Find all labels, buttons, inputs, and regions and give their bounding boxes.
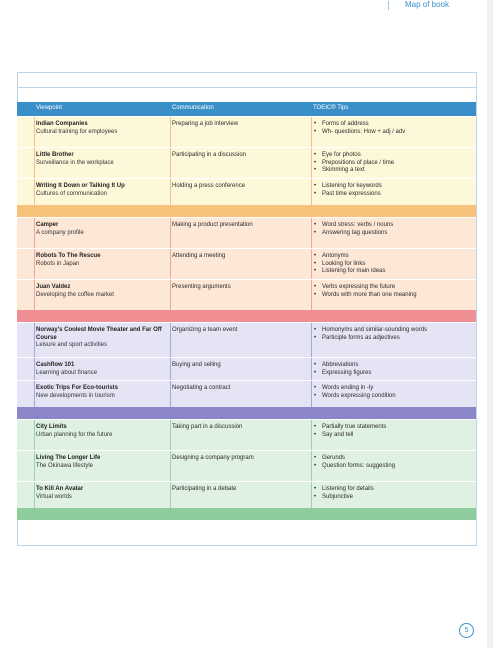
tips-cell: [313, 121, 473, 136]
section-4: [17, 419, 476, 520]
unit-title: Little Brother: [36, 152, 74, 158]
table-row: [17, 147, 476, 178]
communication-cell: Organizing a team event: [172, 327, 238, 333]
column-divider: [34, 218, 35, 248]
tip-item: • Skimming a text: [313, 167, 473, 175]
unit-title: Cashflow 101: [36, 362, 75, 368]
unit-subtitle: Developing the coffee market: [36, 291, 114, 298]
unit-title: Norway's Coolest Movie Theater and Far Off Course: [36, 327, 162, 341]
column-divider: [34, 148, 35, 178]
communication-cell: Negotiating a contract: [172, 385, 231, 391]
tips-list: [313, 253, 473, 276]
viewpoint-cell: [36, 424, 171, 439]
section-divider-band: [17, 310, 476, 322]
column-divider: [311, 323, 312, 357]
tips-cell: [313, 362, 473, 377]
tip-item: • Abbreviations: [313, 362, 473, 370]
viewpoint-cell: [36, 385, 171, 400]
tips-list: [313, 121, 473, 136]
viewpoint-cell: [36, 253, 171, 268]
tip-item: • Words with more than one meaning: [313, 292, 473, 300]
table-row: [17, 178, 476, 205]
page-gutter: [487, 0, 493, 648]
communication-cell: Preparing a job interview: [172, 121, 239, 127]
tip-item: • Say and tell: [313, 432, 473, 440]
communication-cell: Attending a meeting: [172, 253, 226, 259]
viewpoint-cell: [36, 362, 171, 377]
unit-title: To Kill An Avatar: [36, 486, 84, 492]
unit-subtitle: Learning about finance: [36, 369, 98, 376]
section-divider-band: [17, 508, 476, 520]
unit-title: Robots To The Rescue: [36, 253, 101, 259]
column-divider: [311, 451, 312, 481]
header-separator: [388, 1, 389, 10]
unit-title: Living The Longer Life: [36, 455, 101, 461]
viewpoint-cell: [36, 455, 171, 470]
viewpoint-cell: [36, 152, 171, 167]
unit-title: Exotic Trips For Eco-tourists: [36, 385, 119, 391]
unit-subtitle: New developments in tourism: [36, 392, 115, 399]
communication-cell: Participating in a discussion: [172, 152, 247, 158]
unit-subtitle: Urban planning for the future: [36, 431, 113, 438]
table-row: [17, 116, 476, 147]
frame-bottom-line: [17, 545, 476, 546]
unit-subtitle: Cultural training for employees: [36, 128, 118, 135]
tip-item: • Antonyms: [313, 253, 473, 261]
table-row: [17, 322, 476, 357]
table-row: [17, 380, 476, 407]
unit-title: Indian Companies: [36, 121, 88, 127]
section-2: [17, 217, 476, 322]
tips-list: [313, 284, 473, 299]
tips-list: [313, 222, 473, 237]
table-row: [17, 481, 476, 508]
table-row: [17, 357, 476, 380]
column-divider: [34, 482, 35, 508]
tips-list: [313, 183, 473, 198]
column-header-viewpoint: Viewpoint: [36, 105, 62, 111]
tips-list: [313, 486, 473, 501]
unit-subtitle: Robots in Japan: [36, 260, 80, 267]
unit-subtitle: Cultures of communication: [36, 190, 108, 197]
tip-item: • Expressing figures: [313, 370, 473, 378]
tip-item: • Subjunctive: [313, 494, 473, 502]
column-divider: [311, 280, 312, 310]
unit-title: Camper: [36, 222, 59, 228]
tip-item: • Partially true statements: [313, 424, 473, 432]
communication-cell: Taking part in a discussion: [172, 424, 243, 430]
communication-cell: Presenting arguments: [172, 284, 231, 290]
communication-cell: Designing a company program: [172, 455, 254, 461]
tips-list: [313, 152, 473, 175]
tip-item: • Looking for links: [313, 261, 473, 269]
tips-list: [313, 385, 473, 400]
section-divider-band: [17, 407, 476, 419]
column-divider: [34, 451, 35, 481]
table-row: [17, 450, 476, 481]
tips-cell: [313, 152, 473, 175]
column-header-tips: TOEIC® Tips: [313, 105, 349, 111]
unit-subtitle: Virtual worlds: [36, 493, 72, 500]
table-row: [17, 217, 476, 248]
column-divider: [311, 117, 312, 147]
page-number: 5: [459, 623, 474, 638]
tips-cell: [313, 327, 473, 342]
table-row: [17, 248, 476, 279]
tip-item: • Wh- questions: How + adj / adv: [313, 129, 473, 137]
column-header-row: [17, 102, 476, 116]
tip-item: • Eye for photos: [313, 152, 473, 160]
unit-subtitle: Surveillance in the workplace: [36, 159, 114, 166]
column-divider: [311, 358, 312, 380]
unit-title: Writing It Down or Talking It Up: [36, 183, 125, 189]
column-header-communication: Communication: [172, 105, 214, 111]
column-divider: [34, 117, 35, 147]
column-divider: [311, 482, 312, 508]
viewpoint-cell: [36, 327, 171, 350]
tip-item: • Words ending in -ly: [313, 385, 473, 393]
column-divider: [34, 381, 35, 407]
tips-cell: [313, 486, 473, 501]
tip-item: • Word stress: verbs / nouns: [313, 222, 473, 230]
tip-item: • Prepositions of place / time: [313, 160, 473, 168]
tips-list: [313, 327, 473, 342]
tips-cell: [313, 284, 473, 299]
tips-cell: [313, 455, 473, 470]
column-divider: [311, 381, 312, 407]
map-of-book-table: [17, 102, 476, 520]
column-divider: [34, 179, 35, 205]
tips-cell: [313, 183, 473, 198]
unit-subtitle: The Okinawa lifestyle: [36, 462, 94, 469]
column-divider: [34, 420, 35, 450]
tip-item: • Words expressing condition: [313, 393, 473, 401]
tips-list: [313, 362, 473, 377]
communication-cell: Making a product presentation: [172, 222, 253, 228]
header-title: Map of book: [404, 0, 449, 9]
tip-item: • Homonyms and similar-sounding words: [313, 327, 473, 335]
tip-item: • Question forms: suggesting: [313, 463, 473, 471]
table-row: [17, 279, 476, 310]
column-divider: [311, 420, 312, 450]
tips-cell: [313, 424, 473, 439]
tip-item: • Answering tag questions: [313, 230, 473, 238]
column-divider: [311, 249, 312, 279]
section-3: [17, 322, 476, 419]
tip-item: • Listening for details: [313, 486, 473, 494]
viewpoint-cell: [36, 121, 171, 136]
tips-cell: [313, 385, 473, 400]
tips-cell: [313, 253, 473, 276]
frame-right-line: [476, 72, 477, 546]
unit-subtitle: A company profile: [36, 229, 84, 236]
unit-title: Juan Valdez: [36, 284, 71, 290]
viewpoint-cell: [36, 222, 171, 237]
tip-item: • Forms of address: [313, 121, 473, 129]
communication-cell: Holding a press conference: [172, 183, 246, 189]
column-divider: [311, 218, 312, 248]
frame-top-line-2: [17, 87, 476, 88]
tips-cell: [313, 222, 473, 237]
tip-item: • Listening for main ideas: [313, 268, 473, 276]
tip-item: • Listening for keywords: [313, 183, 473, 191]
tip-item: • Past time expressions: [313, 191, 473, 199]
column-divider: [311, 148, 312, 178]
column-divider: [34, 323, 35, 357]
communication-cell: Participating in a debate: [172, 486, 237, 492]
column-divider: [311, 179, 312, 205]
communication-cell: Buying and selling: [172, 362, 221, 368]
tip-item: • Verbs expressing the future: [313, 284, 473, 292]
column-divider: [34, 249, 35, 279]
frame-top-line: [17, 72, 476, 73]
viewpoint-cell: [36, 183, 171, 198]
table-row: [17, 419, 476, 450]
column-divider: [34, 358, 35, 380]
unit-subtitle: Leisure and sport activities: [36, 342, 108, 349]
tip-item: • Participle forms as adjectives: [313, 335, 473, 343]
section-1: [17, 116, 476, 217]
column-divider: [34, 280, 35, 310]
sections: [17, 116, 476, 520]
tip-item: • Gerunds: [313, 455, 473, 463]
tips-list: [313, 424, 473, 439]
viewpoint-cell: [36, 486, 171, 501]
section-divider-band: [17, 205, 476, 217]
tips-list: [313, 455, 473, 470]
viewpoint-cell: [36, 284, 171, 299]
unit-title: City Limits: [36, 424, 67, 430]
